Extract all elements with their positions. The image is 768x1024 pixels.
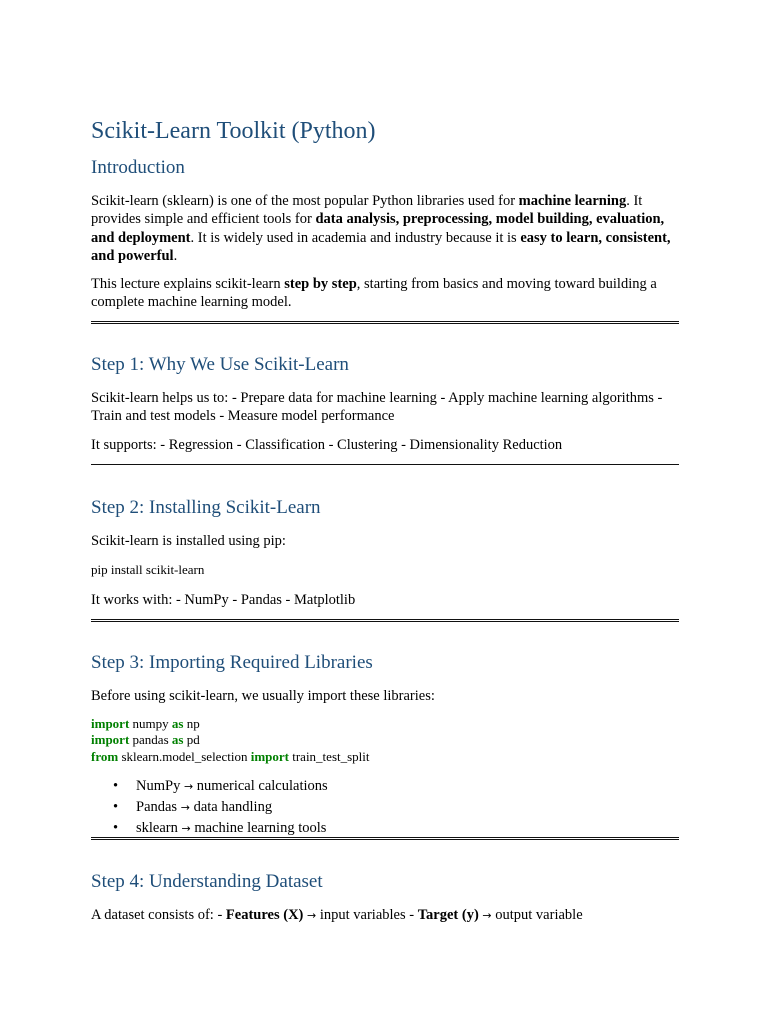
right-arrow-icon: →	[482, 909, 492, 922]
section-heading-introduction: Introduction	[91, 157, 185, 178]
bullet-icon: •	[113, 778, 119, 794]
bold-text: Target (y)	[417, 907, 479, 923]
intro-paragraph-1	[91, 192, 679, 265]
text-run: . It is widely used in academia and industry because it is	[190, 229, 521, 246]
code-text: sklearn.model_selection	[118, 748, 251, 764]
text-run: . It provides simple and efficient tools for	[91, 193, 643, 228]
bold-text: Features (X)	[225, 907, 304, 923]
bullet-icon: •	[113, 820, 119, 837]
list-item-name: Pandas	[136, 799, 178, 816]
list-item	[91, 776, 679, 797]
section-divider	[91, 619, 679, 622]
code-keyword: import	[250, 748, 289, 764]
list-item-name: NumPy	[136, 778, 181, 794]
section-heading-step-1: Step 1: Why We Use Scikit-Learn	[91, 354, 349, 375]
step1-paragraph-2: It supports: - Regression - Classification - Clustering - Dimensionality Reduction	[91, 437, 563, 453]
code-keyword: as	[171, 716, 184, 731]
section-heading-step-2: Step 2: Installing Scikit-Learn	[91, 497, 321, 518]
text-run: Scikit-learn (sklearn) is one of the most popular Python libraries used for	[91, 193, 519, 209]
list-item-desc: data handling	[193, 799, 273, 816]
page-title: Scikit-Learn Toolkit (Python)	[91, 118, 376, 144]
section-heading-step-3: Step 3: Importing Required Libraries	[91, 652, 373, 673]
list-item	[91, 797, 679, 818]
library-bullet-list	[91, 776, 679, 840]
right-arrow-icon: →	[181, 822, 191, 836]
code-keyword: import	[91, 732, 130, 748]
code-text: pd	[183, 732, 200, 748]
list-item-desc: numerical calculations	[196, 778, 328, 794]
right-arrow-icon: →	[180, 801, 190, 815]
bold-text: easy to learn, consistent, and powerful	[91, 229, 671, 264]
step3-paragraph-1: Before using scikit-learn, we usually import these libraries:	[91, 688, 435, 704]
code-keyword: from	[91, 748, 119, 764]
text-run: This lecture explains scikit-learn	[91, 276, 285, 292]
code-keyword: as	[171, 732, 184, 748]
bold-text: step by step	[284, 276, 357, 292]
section-divider	[91, 321, 679, 324]
text-run: input variables -	[316, 907, 418, 923]
bold-text: data analysis, preprocessing, model building, evaluation, and deployment	[91, 211, 665, 246]
code-text: np	[183, 716, 200, 731]
bold-text: machine learning	[518, 193, 627, 209]
code-text: train_test_split	[288, 748, 370, 764]
right-arrow-icon: →	[307, 909, 317, 922]
list-item-name: sklearn	[136, 820, 178, 837]
code-text: pandas	[129, 732, 172, 748]
code-text: numpy	[129, 716, 172, 731]
code-block-pip: pip install scikit-learn	[91, 562, 205, 577]
code-block-imports	[91, 716, 370, 765]
text-run: output variable	[491, 907, 583, 923]
section-divider	[91, 837, 679, 840]
right-arrow-icon: →	[183, 780, 194, 793]
section-heading-step-4: Step 4: Understanding Dataset	[91, 871, 323, 892]
list-item-desc: machine learning tools	[194, 820, 327, 837]
step1-paragraph-1: Scikit-learn helps us to: - Prepare data for machine learning - Apply machine learning algorithms - Train and test models - Measure model performance	[91, 390, 663, 425]
intro-paragraph-2	[91, 275, 679, 312]
text-run: .	[173, 247, 178, 264]
section-divider	[91, 464, 679, 466]
text-run: A dataset consists of: -	[91, 907, 226, 923]
step2-paragraph-2: It works with: - NumPy - Pandas - Matplotlib	[91, 592, 356, 608]
code-keyword: import	[91, 716, 130, 731]
step2-paragraph-1: Scikit-learn is installed using pip:	[91, 533, 286, 549]
text-run: , starting from basics and moving toward building a complete machine learning model.	[91, 276, 657, 311]
step4-paragraph-1	[91, 906, 679, 925]
bullet-icon: •	[113, 799, 119, 816]
